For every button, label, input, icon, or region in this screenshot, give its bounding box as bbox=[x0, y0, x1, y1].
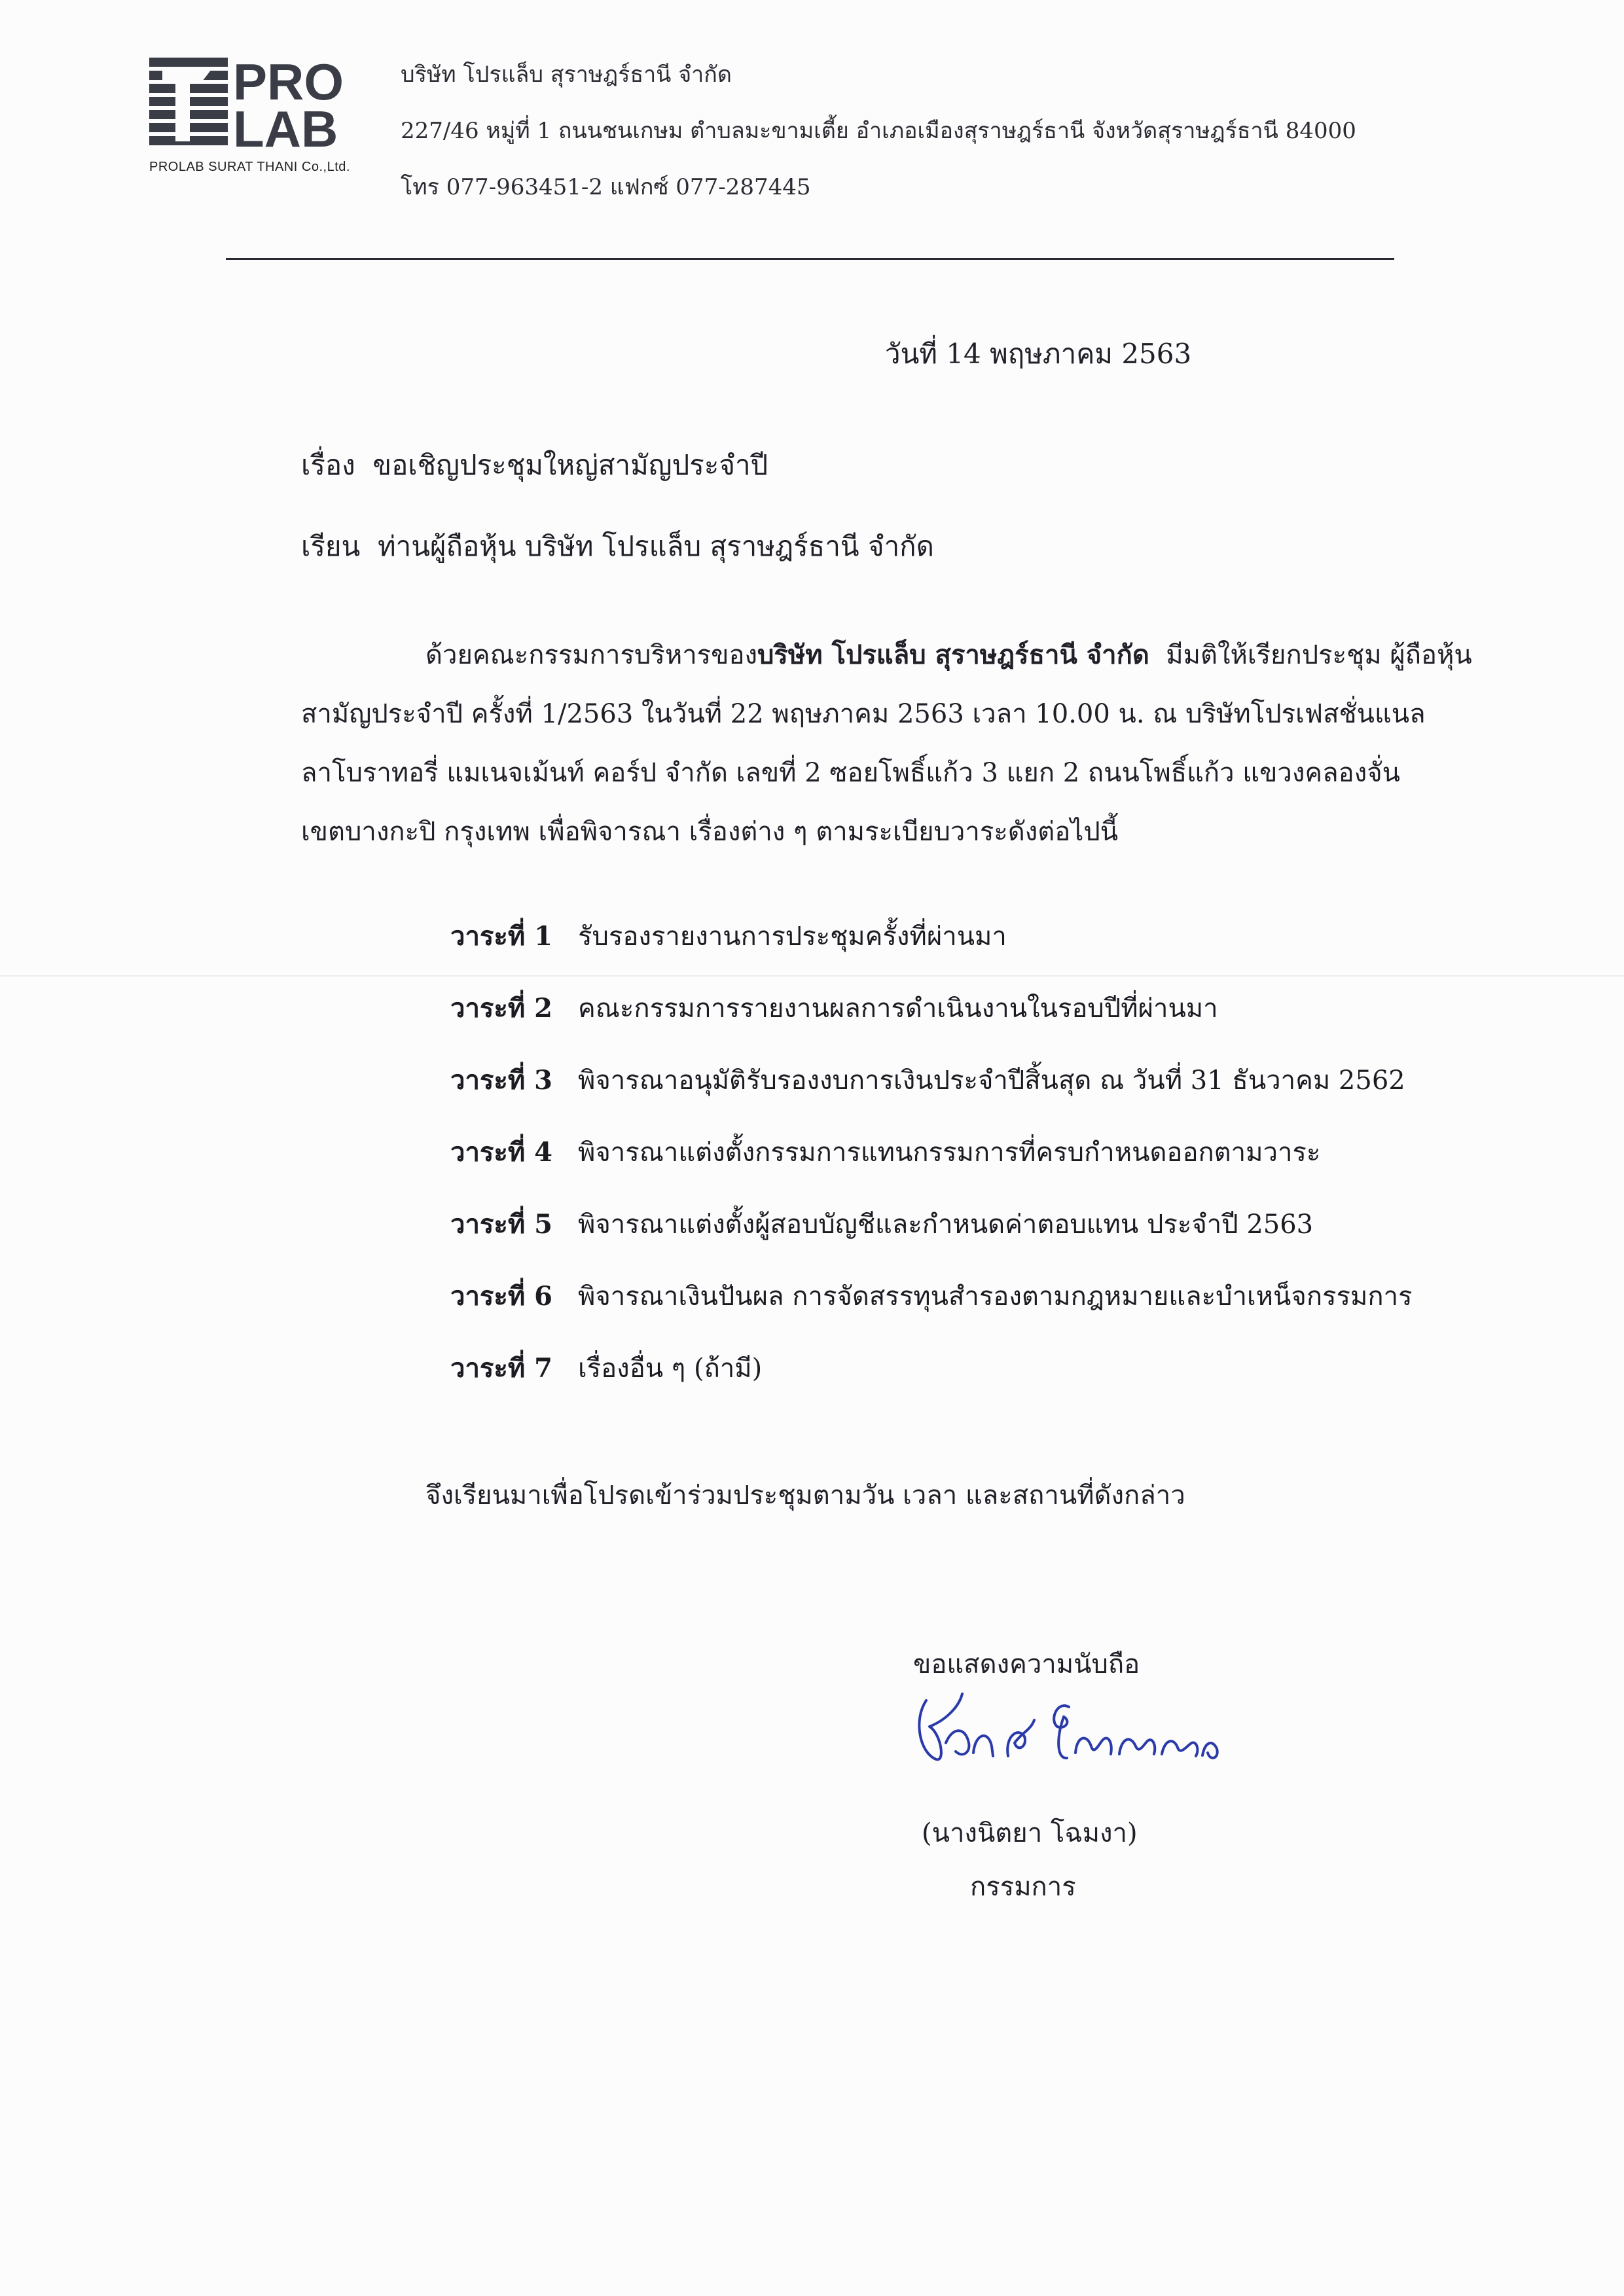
intro-line-3: ลาโบราทอรี่ แมเนจเม้นท์ คอร์ป จำกัด เลขที่ 2 ซอยโพธิ์แก้ว 3 แยก 2 ถนนโพธิ์แก้ว แขวงคลองจั่น bbox=[301, 758, 1401, 788]
agenda-label: วาระที่ 7 bbox=[450, 1353, 553, 1384]
agenda-label: วาระที่ 3 bbox=[450, 1065, 553, 1096]
agenda-label: วาระที่ 4 bbox=[450, 1137, 553, 1168]
agenda-item bbox=[450, 915, 1007, 957]
agenda-text: พิจารณาแต่งตั้งผู้สอบบัญชีและกำหนดค่าตอบแทน ประจำปี 2563 bbox=[578, 1210, 1314, 1240]
intro-pre: ด้วยคณะกรรมการบริหารของ bbox=[425, 640, 758, 670]
agenda-text: รับรองรายงานการประชุมครั้งที่ผ่านมา bbox=[578, 922, 1007, 952]
agenda-text: พิจารณาเงินปันผล การจัดสรรทุนสำรองตามกฎหมายและบำเหน็จกรรมการ bbox=[578, 1282, 1413, 1312]
agenda-label: วาระที่ 1 bbox=[450, 921, 553, 952]
company-logo bbox=[149, 58, 378, 202]
agenda-label: วาระที่ 2 bbox=[450, 993, 553, 1024]
signoff: ขอแสดงความนับถือ bbox=[913, 1649, 1140, 1679]
svg-text:LAB: LAB bbox=[233, 100, 338, 156]
signature-image bbox=[900, 1681, 1240, 1782]
prolab-logo-icon bbox=[149, 58, 378, 156]
header-divider bbox=[226, 258, 1394, 260]
svg-text:PRO: PRO bbox=[233, 58, 344, 111]
recipient-text: ท่านผู้ถือหุ้น บริษัท โปรแล็บ สุราษฎร์ธานี จำกัด bbox=[377, 530, 934, 562]
signer-title: กรรมการ bbox=[970, 1872, 1076, 1902]
intro-company: บริษัท โปรแล็บ สุราษฎร์ธานี จำกัด bbox=[757, 639, 1149, 670]
company-name: บริษัท โปรแล็บ สุราษฎร์ธานี จำกัด bbox=[401, 62, 732, 88]
agenda-item bbox=[450, 1131, 1320, 1173]
closing-line: จึงเรียนมาเพื่อโปรดเข้าร่วมประชุมตามวัน เวลา และสถานที่ดังกล่าว bbox=[425, 1480, 1185, 1511]
agenda-item bbox=[450, 1059, 1405, 1101]
signer-name: (นางนิตยา โฉมงา) bbox=[922, 1818, 1138, 1848]
intro-post: มีมติให้เรียกประชุม ผู้ถือหุ้น bbox=[1166, 640, 1472, 670]
company-address: 227/46 หมู่ที่ 1 ถนนชนเกษม ตำบลมะขามเตี้ย อำเภอเมืองสุราษฎร์ธานี จังหวัดสุราษฎร์ธานี 84000 bbox=[401, 118, 1356, 144]
agenda-text: เรื่องอื่น ๆ (ถ้ามี) bbox=[578, 1354, 763, 1384]
logo-caption: PROLAB SURAT THANI Co.,Ltd. bbox=[149, 160, 350, 174]
intro-line-1 bbox=[425, 634, 1472, 675]
agenda-text: พิจารณาอนุมัติรับรองงบการเงินประจำปีสิ้นสุด ณ วันที่ 31 ธันวาคม 2562 bbox=[578, 1066, 1405, 1096]
agenda-item bbox=[450, 1203, 1313, 1245]
recipient-line bbox=[301, 525, 934, 568]
agenda-label: วาระที่ 5 bbox=[450, 1209, 553, 1240]
intro-line-4: เขตบางกะปิ กรุงเทพ เพื่อพิจารณา เรื่องต่าง ๆ ตามระเบียบวาระดังต่อไปนี้ bbox=[301, 817, 1119, 847]
company-contact: โทร 077-963451-2 แฟกซ์ 077-287445 bbox=[401, 174, 811, 200]
agenda-label: วาระที่ 6 bbox=[450, 1281, 553, 1312]
recipient-label: เรียน bbox=[301, 530, 361, 562]
agenda-text: พิจารณาแต่งตั้งกรรมการแทนกรรมการที่ครบกำหนดออกตามวาระ bbox=[578, 1138, 1321, 1168]
agenda-item bbox=[450, 987, 1218, 1029]
agenda-item bbox=[450, 1347, 762, 1389]
agenda-text: คณะกรรมการรายงานผลการดำเนินงานในรอบปีที่ผ่านมา bbox=[578, 994, 1218, 1024]
agenda-item bbox=[450, 1275, 1413, 1317]
paper-fold-line bbox=[0, 975, 1624, 977]
subject-text: ขอเชิญประชุมใหญ่สามัญประจำปี bbox=[372, 449, 768, 481]
subject-label: เรื่อง bbox=[301, 449, 355, 481]
intro-line-2: สามัญประจำปี ครั้งที่ 1/2563 ในวันที่ 22 พฤษภาคม 2563 เวลา 10.00 น. ณ บริษัทโปรเฟสชั่นแนล bbox=[301, 699, 1426, 729]
subject-line bbox=[301, 444, 768, 487]
letter-date: วันที่ 14 พฤษภาคม 2563 bbox=[885, 338, 1192, 370]
